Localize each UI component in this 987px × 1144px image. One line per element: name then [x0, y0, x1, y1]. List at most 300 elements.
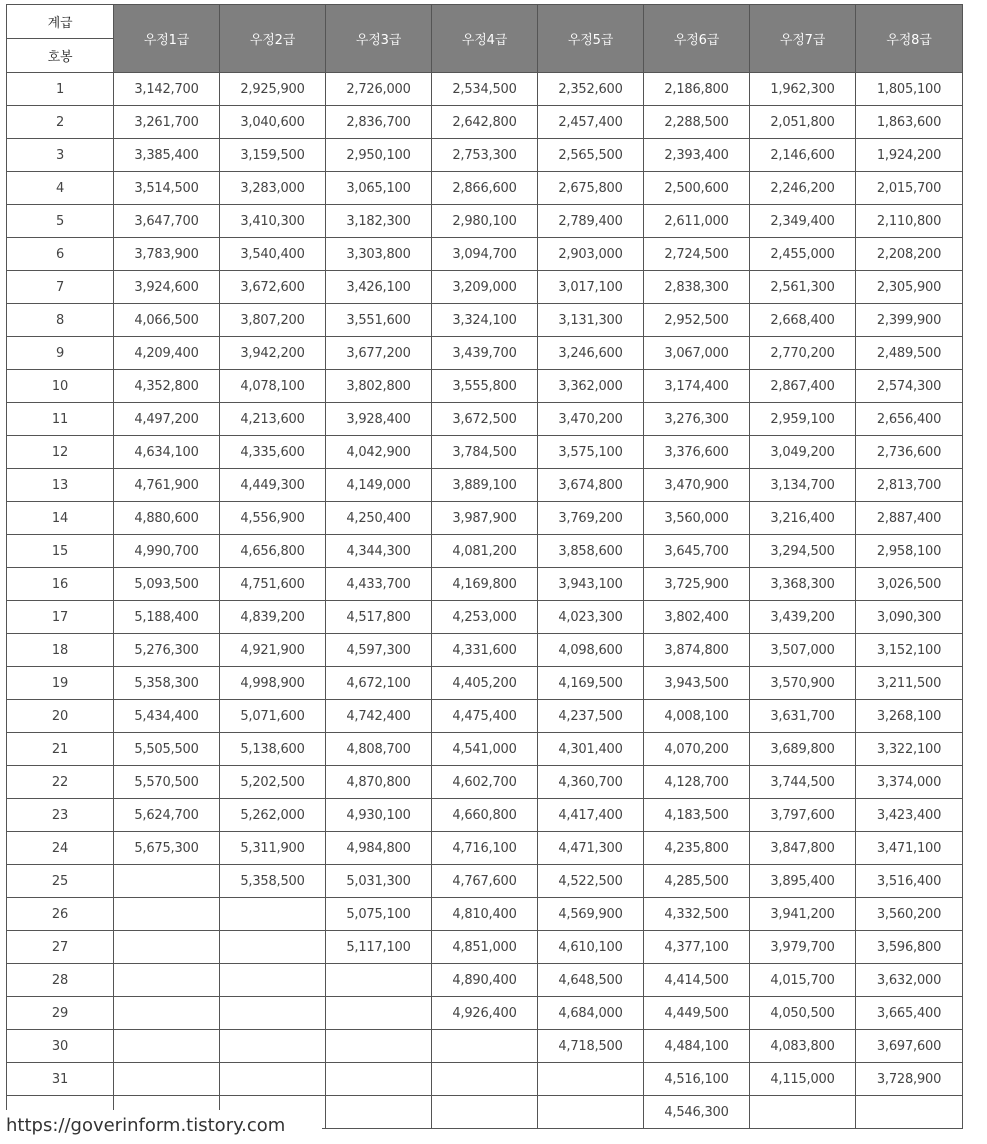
- salary-cell: 4,684,000: [538, 997, 644, 1030]
- salary-cell: 3,142,700: [114, 73, 220, 106]
- table-row: [7, 370, 963, 403]
- salary-cell: 3,516,400: [856, 865, 963, 898]
- salary-cell: 3,744,500: [750, 766, 856, 799]
- salary-cell: 2,534,500: [432, 73, 538, 106]
- step-number: 3: [7, 139, 114, 172]
- salary-cell: 2,980,100: [432, 205, 538, 238]
- salary-cell: 4,237,500: [538, 700, 644, 733]
- salary-cell: [538, 1096, 644, 1129]
- salary-cell: 4,042,900: [326, 436, 432, 469]
- salary-cell: 3,596,800: [856, 931, 963, 964]
- salary-cell: 3,551,600: [326, 304, 432, 337]
- salary-cell: 4,209,400: [114, 337, 220, 370]
- salary-cell: [326, 1030, 432, 1063]
- step-number: 1: [7, 73, 114, 106]
- salary-cell: 2,736,600: [856, 436, 963, 469]
- salary-cell: [432, 1030, 538, 1063]
- grade-header: 우정5급: [538, 5, 644, 73]
- salary-cell: 4,880,600: [114, 502, 220, 535]
- salary-cell: 2,305,900: [856, 271, 963, 304]
- salary-cell: 3,632,000: [856, 964, 963, 997]
- header-row: [7, 5, 963, 39]
- salary-cell: 4,569,900: [538, 898, 644, 931]
- grade-header: 우정2급: [220, 5, 326, 73]
- step-number: 8: [7, 304, 114, 337]
- table-row: [7, 403, 963, 436]
- salary-cell: 4,449,300: [220, 469, 326, 502]
- salary-cell: 3,211,500: [856, 667, 963, 700]
- salary-cell: 4,169,500: [538, 667, 644, 700]
- salary-cell: 3,090,300: [856, 601, 963, 634]
- salary-cell: 1,924,200: [856, 139, 963, 172]
- salary-cell: 4,930,100: [326, 799, 432, 832]
- salary-cell: 3,942,200: [220, 337, 326, 370]
- salary-cell: 4,541,000: [432, 733, 538, 766]
- salary-cell: 2,146,600: [750, 139, 856, 172]
- salary-cell: 3,725,900: [644, 568, 750, 601]
- salary-cell: 3,182,300: [326, 205, 432, 238]
- salary-cell: 3,672,600: [220, 271, 326, 304]
- salary-cell: 3,368,300: [750, 568, 856, 601]
- salary-cell: 3,560,000: [644, 502, 750, 535]
- table-row: [7, 931, 963, 964]
- grade-header: 우정3급: [326, 5, 432, 73]
- salary-cell: 2,565,500: [538, 139, 644, 172]
- salary-cell: 2,110,800: [856, 205, 963, 238]
- salary-cell: 2,958,100: [856, 535, 963, 568]
- table-row: [7, 865, 963, 898]
- salary-cell: 5,262,000: [220, 799, 326, 832]
- table-row: [7, 898, 963, 931]
- salary-cell: 4,405,200: [432, 667, 538, 700]
- grade-corner-label: 계급: [7, 5, 114, 39]
- table-row: [7, 733, 963, 766]
- salary-cell: 3,647,700: [114, 205, 220, 238]
- salary-cell: 5,071,600: [220, 700, 326, 733]
- salary-cell: [114, 865, 220, 898]
- salary-cell: 2,349,400: [750, 205, 856, 238]
- salary-cell: [220, 898, 326, 931]
- salary-cell: 3,943,500: [644, 667, 750, 700]
- salary-cell: 3,131,300: [538, 304, 644, 337]
- salary-cell: 3,376,600: [644, 436, 750, 469]
- salary-cell: 4,484,100: [644, 1030, 750, 1063]
- salary-cell: 4,716,100: [432, 832, 538, 865]
- grade-header: 우정4급: [432, 5, 538, 73]
- salary-cell: 3,423,400: [856, 799, 963, 832]
- salary-cell: 4,015,700: [750, 964, 856, 997]
- salary-cell: 2,574,300: [856, 370, 963, 403]
- table-row: [7, 106, 963, 139]
- salary-cell: 5,505,500: [114, 733, 220, 766]
- salary-cell: 5,311,900: [220, 832, 326, 865]
- table-row: [7, 997, 963, 1030]
- step-number: 23: [7, 799, 114, 832]
- salary-cell: [432, 1096, 538, 1129]
- salary-cell: 3,470,200: [538, 403, 644, 436]
- salary-cell: 1,863,600: [856, 106, 963, 139]
- salary-cell: 4,984,800: [326, 832, 432, 865]
- salary-cell: [220, 964, 326, 997]
- grade-header: 우정1급: [114, 5, 220, 73]
- step-number: 5: [7, 205, 114, 238]
- salary-cell: 2,726,000: [326, 73, 432, 106]
- salary-cell: 5,075,100: [326, 898, 432, 931]
- salary-cell: 4,081,200: [432, 535, 538, 568]
- table-header: [7, 5, 963, 73]
- salary-cell: 3,094,700: [432, 238, 538, 271]
- salary-cell: 4,078,100: [220, 370, 326, 403]
- salary-cell: 4,556,900: [220, 502, 326, 535]
- step-number: 11: [7, 403, 114, 436]
- salary-cell: 3,276,300: [644, 403, 750, 436]
- salary-cell: 3,471,100: [856, 832, 963, 865]
- salary-cell: [326, 964, 432, 997]
- salary-cell: 2,015,700: [856, 172, 963, 205]
- salary-cell: 4,602,700: [432, 766, 538, 799]
- salary-cell: 2,457,400: [538, 106, 644, 139]
- salary-cell: 3,026,500: [856, 568, 963, 601]
- table-row: [7, 667, 963, 700]
- step-number: 18: [7, 634, 114, 667]
- table-row: [7, 238, 963, 271]
- table-row: [7, 964, 963, 997]
- salary-cell: 3,410,300: [220, 205, 326, 238]
- salary-cell: 3,672,500: [432, 403, 538, 436]
- step-number: 16: [7, 568, 114, 601]
- grade-header: 우정7급: [750, 5, 856, 73]
- salary-cell: 2,455,000: [750, 238, 856, 271]
- salary-cell: 4,169,800: [432, 568, 538, 601]
- table-row: [7, 469, 963, 502]
- salary-cell: 2,789,400: [538, 205, 644, 238]
- salary-cell: 4,718,500: [538, 1030, 644, 1063]
- salary-cell: 3,283,000: [220, 172, 326, 205]
- salary-cell: 3,507,000: [750, 634, 856, 667]
- table-row: [7, 271, 963, 304]
- salary-cell: [856, 1096, 963, 1129]
- salary-cell: 3,065,100: [326, 172, 432, 205]
- salary-cell: [114, 931, 220, 964]
- table-row: [7, 139, 963, 172]
- salary-cell: 4,253,000: [432, 601, 538, 634]
- salary-cell: 3,802,800: [326, 370, 432, 403]
- table-row: [7, 304, 963, 337]
- salary-cell: 4,471,300: [538, 832, 644, 865]
- salary-cell: 3,570,900: [750, 667, 856, 700]
- salary-cell: 3,677,200: [326, 337, 432, 370]
- salary-cell: 3,159,500: [220, 139, 326, 172]
- grade-header: 우정8급: [856, 5, 963, 73]
- salary-cell: 3,987,900: [432, 502, 538, 535]
- salary-cell: 3,514,500: [114, 172, 220, 205]
- step-number: 14: [7, 502, 114, 535]
- salary-cell: 4,742,400: [326, 700, 432, 733]
- step-number: 2: [7, 106, 114, 139]
- step-number: 7: [7, 271, 114, 304]
- salary-cell: 3,268,100: [856, 700, 963, 733]
- salary-cell: [114, 997, 220, 1030]
- salary-cell: 4,921,900: [220, 634, 326, 667]
- table-row: [7, 634, 963, 667]
- salary-cell: 4,128,700: [644, 766, 750, 799]
- table-row: [7, 535, 963, 568]
- salary-cell: 1,962,300: [750, 73, 856, 106]
- salary-cell: 2,950,100: [326, 139, 432, 172]
- table-row: [7, 568, 963, 601]
- salary-cell: 4,990,700: [114, 535, 220, 568]
- salary-cell: 4,301,400: [538, 733, 644, 766]
- salary-cell: 2,866,600: [432, 172, 538, 205]
- salary-cell: 4,335,600: [220, 436, 326, 469]
- table-row: [7, 73, 963, 106]
- salary-cell: 4,890,400: [432, 964, 538, 997]
- salary-cell: 3,874,800: [644, 634, 750, 667]
- salary-cell: 4,066,500: [114, 304, 220, 337]
- salary-cell: 3,324,100: [432, 304, 538, 337]
- salary-cell: 2,836,700: [326, 106, 432, 139]
- salary-cell: 3,645,700: [644, 535, 750, 568]
- salary-cell: 2,724,500: [644, 238, 750, 271]
- salary-cell: 3,674,800: [538, 469, 644, 502]
- salary-cell: 4,672,100: [326, 667, 432, 700]
- salary-cell: 3,797,600: [750, 799, 856, 832]
- salary-cell: 2,393,400: [644, 139, 750, 172]
- step-number: 27: [7, 931, 114, 964]
- salary-cell: 4,475,400: [432, 700, 538, 733]
- salary-cell: 4,285,500: [644, 865, 750, 898]
- salary-cell: [220, 1030, 326, 1063]
- salary-cell: 4,149,000: [326, 469, 432, 502]
- salary-cell: 3,889,100: [432, 469, 538, 502]
- salary-cell: 3,689,800: [750, 733, 856, 766]
- step-number: 6: [7, 238, 114, 271]
- salary-cell: 2,903,000: [538, 238, 644, 271]
- salary-cell: 4,808,700: [326, 733, 432, 766]
- salary-cell: [432, 1063, 538, 1096]
- salary-cell: 4,546,300: [644, 1096, 750, 1129]
- salary-cell: 2,753,300: [432, 139, 538, 172]
- salary-cell: 4,648,500: [538, 964, 644, 997]
- salary-cell: 3,322,100: [856, 733, 963, 766]
- salary-cell: 3,979,700: [750, 931, 856, 964]
- salary-cell: 3,769,200: [538, 502, 644, 535]
- salary-cell: 2,838,300: [644, 271, 750, 304]
- salary-cell: 3,174,400: [644, 370, 750, 403]
- salary-cell: 4,433,700: [326, 568, 432, 601]
- salary-cell: 5,570,500: [114, 766, 220, 799]
- salary-cell: 3,294,500: [750, 535, 856, 568]
- step-number: 9: [7, 337, 114, 370]
- salary-cell: 4,751,600: [220, 568, 326, 601]
- salary-cell: 3,943,100: [538, 568, 644, 601]
- salary-cell: 2,887,400: [856, 502, 963, 535]
- salary-cell: 5,358,300: [114, 667, 220, 700]
- salary-cell: 4,656,800: [220, 535, 326, 568]
- salary-cell: [750, 1096, 856, 1129]
- step-corner-label: 호봉: [7, 39, 114, 73]
- table-row: [7, 436, 963, 469]
- salary-cell: [538, 1063, 644, 1096]
- salary-cell: 4,331,600: [432, 634, 538, 667]
- salary-cell: 2,656,400: [856, 403, 963, 436]
- salary-cell: [114, 898, 220, 931]
- salary-cell: 3,261,700: [114, 106, 220, 139]
- salary-cell: 4,023,300: [538, 601, 644, 634]
- salary-cell: 3,439,700: [432, 337, 538, 370]
- salary-cell: 4,213,600: [220, 403, 326, 436]
- salary-cell: 3,540,400: [220, 238, 326, 271]
- salary-cell: 4,050,500: [750, 997, 856, 1030]
- salary-cell: 2,770,200: [750, 337, 856, 370]
- step-number: 19: [7, 667, 114, 700]
- grade-header: 우정6급: [644, 5, 750, 73]
- salary-cell: 4,522,500: [538, 865, 644, 898]
- table-row: [7, 601, 963, 634]
- salary-cell: 4,070,200: [644, 733, 750, 766]
- step-number: 31: [7, 1063, 114, 1096]
- salary-cell: 4,083,800: [750, 1030, 856, 1063]
- salary-cell: [114, 1063, 220, 1096]
- step-number: 25: [7, 865, 114, 898]
- salary-cell: 3,575,100: [538, 436, 644, 469]
- salary-cell: 3,784,500: [432, 436, 538, 469]
- salary-cell: 5,202,500: [220, 766, 326, 799]
- salary-cell: 3,783,900: [114, 238, 220, 271]
- salary-cell: 4,597,300: [326, 634, 432, 667]
- salary-cell: 4,360,700: [538, 766, 644, 799]
- salary-cell: 3,895,400: [750, 865, 856, 898]
- salary-cell: 3,560,200: [856, 898, 963, 931]
- step-number: 15: [7, 535, 114, 568]
- salary-cell: 5,358,500: [220, 865, 326, 898]
- table-row: [7, 502, 963, 535]
- step-number: 21: [7, 733, 114, 766]
- salary-cell: 4,851,000: [432, 931, 538, 964]
- salary-cell: 2,668,400: [750, 304, 856, 337]
- salary-cell: 3,216,400: [750, 502, 856, 535]
- salary-cell: 5,188,400: [114, 601, 220, 634]
- salary-cell: 5,138,600: [220, 733, 326, 766]
- salary-cell: [326, 1063, 432, 1096]
- salary-cell: 2,246,200: [750, 172, 856, 205]
- salary-cell: 4,377,100: [644, 931, 750, 964]
- salary-cell: 4,344,300: [326, 535, 432, 568]
- step-number: 29: [7, 997, 114, 1030]
- salary-cell: 3,209,000: [432, 271, 538, 304]
- salary-cell: 3,049,200: [750, 436, 856, 469]
- salary-cell: 4,497,200: [114, 403, 220, 436]
- salary-cell: 5,093,500: [114, 568, 220, 601]
- salary-table: [6, 4, 963, 1129]
- salary-cell: 4,250,400: [326, 502, 432, 535]
- salary-cell: 5,675,300: [114, 832, 220, 865]
- salary-cell: 4,810,400: [432, 898, 538, 931]
- table-row: [7, 1030, 963, 1063]
- site-url-watermark: https://goverinform.tistory.com: [0, 1110, 322, 1142]
- salary-cell: 4,634,100: [114, 436, 220, 469]
- salary-cell: 3,728,900: [856, 1063, 963, 1096]
- salary-cell: 2,611,000: [644, 205, 750, 238]
- salary-cell: 3,470,900: [644, 469, 750, 502]
- salary-cell: 5,276,300: [114, 634, 220, 667]
- step-number: 30: [7, 1030, 114, 1063]
- salary-cell: 2,352,600: [538, 73, 644, 106]
- salary-cell: 4,761,900: [114, 469, 220, 502]
- salary-cell: 4,517,800: [326, 601, 432, 634]
- salary-cell: 3,040,600: [220, 106, 326, 139]
- salary-cell: [326, 997, 432, 1030]
- table-body: [7, 73, 963, 1129]
- salary-cell: 2,208,200: [856, 238, 963, 271]
- table-row: [7, 766, 963, 799]
- salary-cell: 3,858,600: [538, 535, 644, 568]
- salary-cell: 3,941,200: [750, 898, 856, 931]
- salary-cell: 4,414,500: [644, 964, 750, 997]
- salary-cell: 2,959,100: [750, 403, 856, 436]
- step-number: 24: [7, 832, 114, 865]
- salary-cell: 4,767,600: [432, 865, 538, 898]
- salary-cell: 4,839,200: [220, 601, 326, 634]
- salary-cell: 2,288,500: [644, 106, 750, 139]
- salary-cell: 4,332,500: [644, 898, 750, 931]
- salary-cell: [220, 997, 326, 1030]
- salary-cell: 5,434,400: [114, 700, 220, 733]
- table-row: [7, 172, 963, 205]
- step-number: 10: [7, 370, 114, 403]
- salary-cell: 3,246,600: [538, 337, 644, 370]
- salary-cell: 5,624,700: [114, 799, 220, 832]
- salary-cell: 3,802,400: [644, 601, 750, 634]
- salary-cell: 3,362,000: [538, 370, 644, 403]
- salary-cell: 2,867,400: [750, 370, 856, 403]
- table-row: [7, 700, 963, 733]
- salary-cell: 2,925,900: [220, 73, 326, 106]
- salary-cell: [220, 1063, 326, 1096]
- salary-cell: [114, 964, 220, 997]
- salary-cell: 4,660,800: [432, 799, 538, 832]
- salary-cell: 4,352,800: [114, 370, 220, 403]
- step-number: 13: [7, 469, 114, 502]
- salary-cell: 4,417,400: [538, 799, 644, 832]
- salary-cell: 2,952,500: [644, 304, 750, 337]
- salary-cell: 4,235,800: [644, 832, 750, 865]
- salary-cell: 5,117,100: [326, 931, 432, 964]
- table-row: [7, 799, 963, 832]
- salary-cell: 2,186,800: [644, 73, 750, 106]
- table-row: [7, 205, 963, 238]
- step-number: 26: [7, 898, 114, 931]
- salary-cell: [114, 1030, 220, 1063]
- salary-cell: 4,610,100: [538, 931, 644, 964]
- salary-cell: 2,489,500: [856, 337, 963, 370]
- salary-cell: 2,051,800: [750, 106, 856, 139]
- salary-cell: 2,813,700: [856, 469, 963, 502]
- table-row: [7, 337, 963, 370]
- salary-cell: 3,017,100: [538, 271, 644, 304]
- salary-cell: 3,374,000: [856, 766, 963, 799]
- table-row: [7, 1063, 963, 1096]
- salary-cell: 3,847,800: [750, 832, 856, 865]
- salary-cell: 4,098,600: [538, 634, 644, 667]
- salary-cell: 3,426,100: [326, 271, 432, 304]
- salary-cell: 3,924,600: [114, 271, 220, 304]
- salary-cell: 3,631,700: [750, 700, 856, 733]
- salary-cell: 4,516,100: [644, 1063, 750, 1096]
- salary-cell: 3,152,100: [856, 634, 963, 667]
- salary-cell: 2,675,800: [538, 172, 644, 205]
- salary-cell: 1,805,100: [856, 73, 963, 106]
